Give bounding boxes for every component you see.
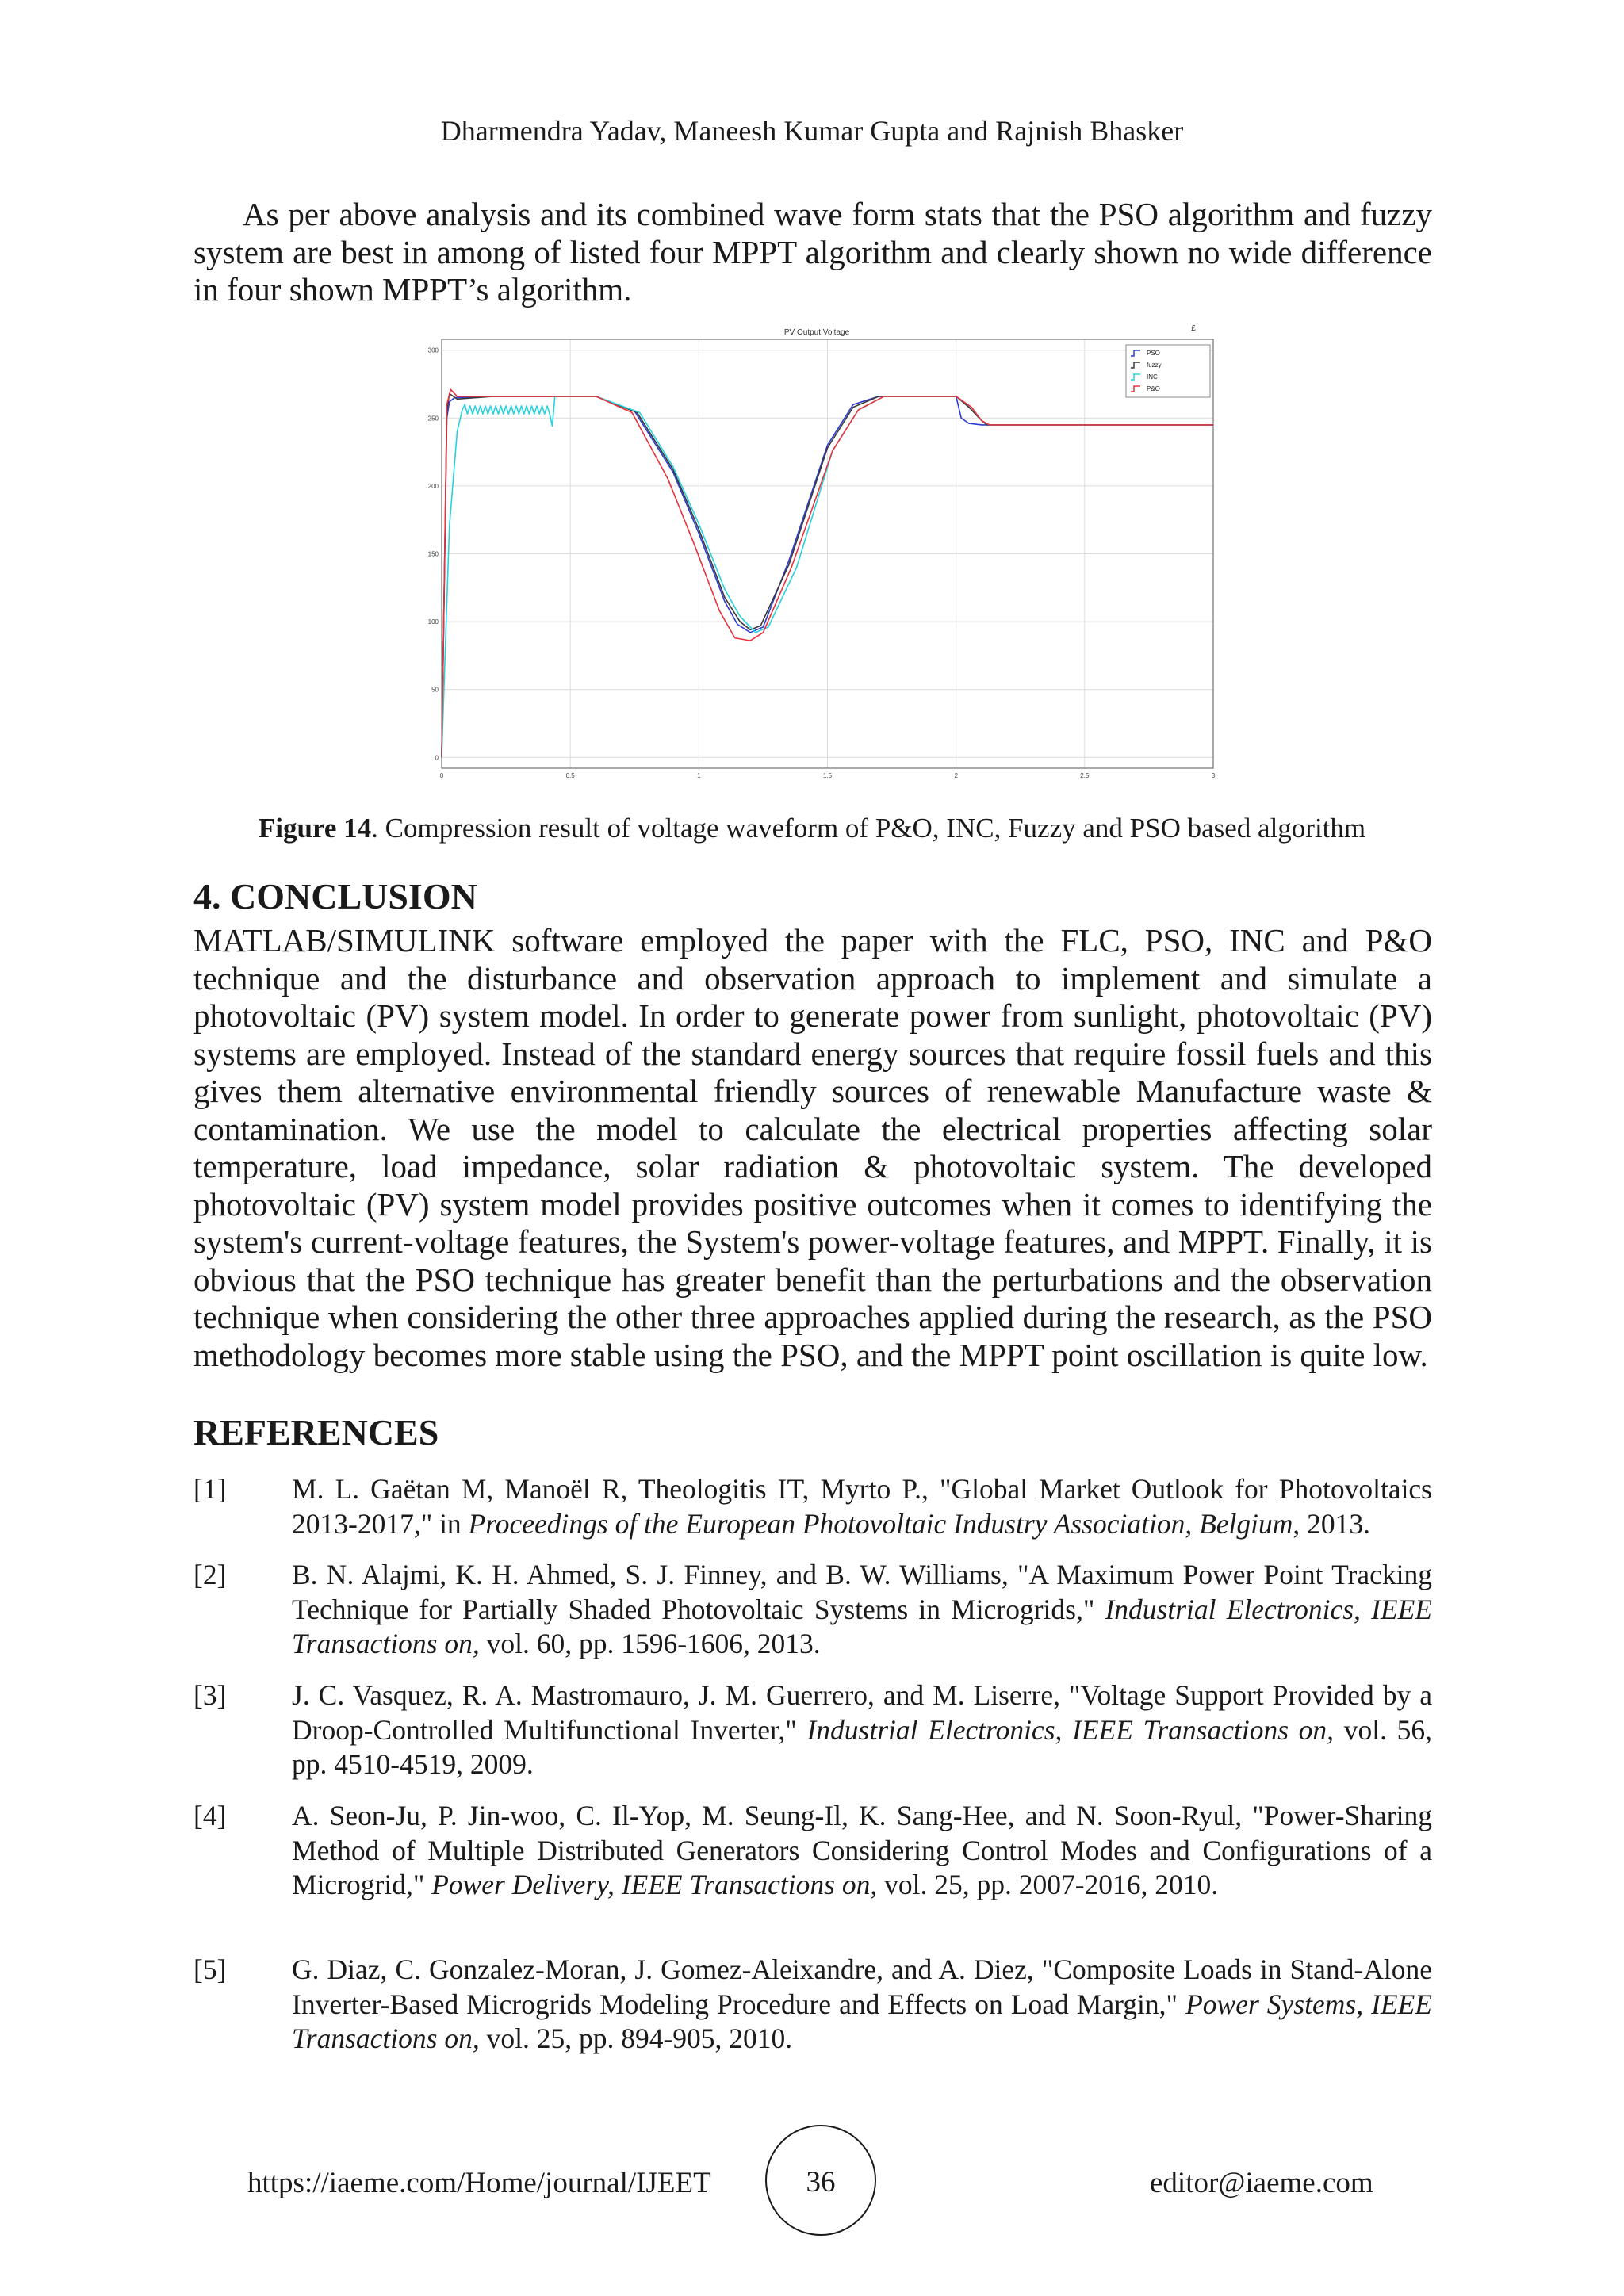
legend-label: INC <box>1147 373 1158 381</box>
reference-text: B. N. Alajmi, K. H. Ahmed, S. J. Finney, and B. W. Williams, "A Maximum Power Point Tracking Technique for Partially Shaded Photovoltaic Systems in Microgrids," Industrial Electronics, IEEE Transactions on, vol. 60, pp. 1596-1606, 2013. <box>292 1559 1432 1659</box>
y-tick-label: 100 <box>427 618 439 626</box>
footer-email: editor@iaeme.com <box>1150 2167 1373 2199</box>
figure-14 <box>420 317 1216 781</box>
legend-box <box>1126 345 1210 397</box>
figure-caption-text: . Compression result of voltage waveform of P&O, INC, Fuzzy and PSO based algorithm <box>371 813 1366 844</box>
chart-corner-mark: £ <box>1191 324 1196 333</box>
x-tick-label: 2.5 <box>1080 772 1090 779</box>
legend-label: P&O <box>1147 385 1160 392</box>
figure-caption-label: Figure 14 <box>258 813 372 844</box>
reference-text: G. Diaz, C. Gonzalez-Moran, J. Gomez-Aleixandre, and A. Diez, "Composite Loads in Stand-Alone Inverter-Based Microgrids Modeling Procedure and Effects on Load Margin," Power Systems, IEEE Transactions on, vol. 25, pp. 894-905, 2010. <box>292 1954 1432 2054</box>
references-heading: REFERENCES <box>193 1412 439 1452</box>
intro-paragraph: As per above analysis and its combined wave form stats that the PSO algorithm and fuzzy system are best in among of listed four MPPT algorithm and clearly shown no wide difference in four shown MPPT’s algorithm. <box>193 196 1432 308</box>
conclusion-heading: 4. CONCLUSION <box>193 876 477 916</box>
x-tick-label: 2 <box>954 772 958 779</box>
y-tick-label: 300 <box>427 346 439 354</box>
y-tick-label: 200 <box>427 482 439 490</box>
reference-number: [4] <box>193 1800 227 1831</box>
reference-number: [2] <box>193 1559 227 1590</box>
chart-title: PV Output Voltage <box>783 328 850 337</box>
chart-background <box>420 317 1213 781</box>
x-tick-label: 1 <box>697 772 701 779</box>
x-tick-label: 1.5 <box>822 772 833 779</box>
conclusion-paragraph: MATLAB/SIMULINK software employed the paper with the FLC, PSO, INC and P&O technique and the disturbance and observation approach to implement and simulate a photovoltaic (PV) system model. In order to generate power from sunlight, photovoltaic (PV) systems are employed. Instead of the standard energy sources that require fossil fuels and this gives them alternative environmental friendly sources of renewable Manufacture waste & contamination. We use the model to calculate the electrical properties affecting solar temperature, load impedance, solar radiation & photovoltaic system. The developed photovoltaic (PV) system model provides positive outcomes when it comes to identifying the system's current-voltage features, the System's power-voltage features, and MPPT. Finally, it is obvious that the PSO technique has greater benefit than the perturbations and the observation technique when considering the other three approaches applied during the research, as the PSO methodology becomes more stable using the PSO, and the MPPT point oscillation is quite low. <box>193 922 1432 1373</box>
reference-text: J. C. Vasquez, R. A. Mastromauro, J. M. Guerrero, and M. Liserre, "Voltage Support Provided by a Droop-Controlled Multifunctional Inverter," Industrial Electronics, IEEE Transactions on, vol. 56, pp. 4510-4519, 2009. <box>292 1679 1432 1780</box>
reference-number: [3] <box>193 1679 227 1711</box>
legend-label: PSO <box>1147 350 1160 357</box>
legend-label: fuzzy <box>1147 362 1162 369</box>
y-tick-label: 0 <box>435 754 439 762</box>
x-tick-label: 0.5 <box>565 772 575 779</box>
footer-url: https://iaeme.com/Home/journal/IJEET <box>247 2167 711 2199</box>
y-tick-label: 50 <box>431 686 439 694</box>
pv-output-voltage-chart <box>420 317 1216 781</box>
reference-text: A. Seon-Ju, P. Jin-woo, C. Il-Yop, M. Seung-Il, K. Sang-Hee, and N. Soon-Ryul, "Power-Sharing Method of Multiple Distributed Generators Considering Control Modes and Configurations of a Microgrid," Power Delivery, IEEE Transactions on, vol. 25, pp. 2007-2016, 2010. <box>292 1800 1432 1900</box>
running-header: Dharmendra Yadav, Maneesh Kumar Gupta and Rajnish Bhasker <box>440 115 1184 147</box>
reference-number: [1] <box>193 1473 227 1505</box>
y-tick-label: 150 <box>427 550 439 558</box>
figure-caption <box>0 813 1624 844</box>
reference-number: [5] <box>193 1954 227 1985</box>
x-tick-label: 0 <box>439 772 444 779</box>
reference-text: M. L. Gaëtan M, Manoël R, Theologitis IT, Myrto P., "Global Market Outlook for Photovoltaics 2013-2017," in Proceedings of the European Photovoltaic Industry Association, Belgium, 2013. <box>292 1473 1432 1540</box>
y-tick-label: 250 <box>427 415 439 423</box>
page-number: 36 <box>806 2166 836 2198</box>
x-tick-label: 3 <box>1211 772 1216 779</box>
chart-legend <box>1126 345 1210 397</box>
